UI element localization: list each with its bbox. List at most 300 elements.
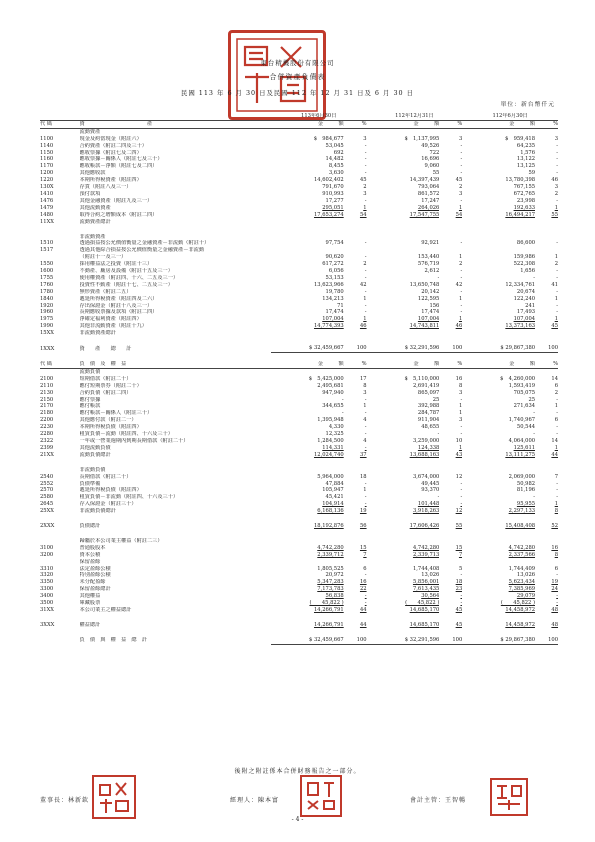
percent-cell <box>535 234 558 241</box>
percent-cell: - <box>460 396 463 403</box>
percent-cell: 8 <box>554 508 558 515</box>
percent-cell <box>535 467 558 474</box>
percent-cell: - <box>460 240 463 247</box>
percent-cell <box>439 368 462 375</box>
line-code: 2180 <box>40 410 54 417</box>
percent-cell: - <box>556 487 558 494</box>
amount-cell: 17,474 <box>421 309 440 316</box>
percent-cell: 54 <box>455 211 463 218</box>
percent-cell: - <box>460 274 463 281</box>
amount-cell: 1,284,500 <box>317 437 344 444</box>
amount-cell <box>367 629 440 637</box>
percent-cell: - <box>364 444 367 451</box>
line-item-label: 租賃負債－非流動（附註四、十六及三十） <box>79 494 179 501</box>
amount-cell: 23,998 <box>516 197 536 204</box>
amount-cell: 17,653,274 <box>313 211 344 218</box>
percent-cell: - <box>460 480 463 487</box>
line-code: 1600 <box>40 268 54 275</box>
line-item-row <box>40 177 558 184</box>
percent-cell <box>344 234 367 241</box>
line-item-row <box>40 376 558 383</box>
percent-cell <box>344 337 367 345</box>
percent-cell <box>439 247 462 254</box>
line-code: 31XX <box>40 607 54 613</box>
line-item-label: 流動負債總計 <box>79 451 111 458</box>
line-item-row <box>40 572 558 579</box>
amount-cell <box>462 459 535 467</box>
percent-cell: - <box>460 163 463 170</box>
percent-cell: 45 <box>455 621 463 628</box>
line-code <box>40 254 80 261</box>
liabilities-column-header-row <box>40 361 558 368</box>
line-item-row <box>40 156 558 163</box>
percent-cell: 1 <box>458 444 463 451</box>
percent-cell: - <box>364 170 367 177</box>
percent-cell: - <box>364 396 367 403</box>
line-item-row <box>40 240 558 247</box>
line-code: 1170 <box>40 163 54 170</box>
amount-cell: 55 <box>432 170 440 177</box>
percent-cell: 8 <box>554 551 558 558</box>
percent-cell: 1 <box>554 295 558 302</box>
line-item-label: 資本公積 <box>79 551 101 558</box>
amount-cell: 522,308 <box>513 261 536 268</box>
amount-cell: $ 32,291,596 <box>367 637 440 644</box>
percent-cell: 3 <box>554 184 558 191</box>
percent-cell: 46 <box>455 323 463 330</box>
line-code: 3310 <box>40 565 54 572</box>
amount-cell: 153,440 <box>417 254 440 261</box>
amount-cell: 192,633 <box>513 204 536 211</box>
spacer-row <box>40 530 558 538</box>
amount-cell: 2,069,000 <box>508 473 536 480</box>
percent-cell: - <box>460 197 463 204</box>
amount-cell: 12,325 <box>325 431 344 438</box>
amount-cell <box>462 330 535 337</box>
percent-cell: - <box>364 163 367 170</box>
line-item-label: 預付款項 <box>79 190 101 197</box>
amount-cell: 13,688,163 <box>409 451 440 458</box>
line-code: 2130 <box>40 389 54 396</box>
amount-cell: 4,064,000 <box>508 437 536 444</box>
line-code: 1160 <box>40 156 54 163</box>
percent-cell: - <box>556 142 558 149</box>
amount-cell: 2,495,681 <box>317 382 344 389</box>
line-code: 3200 <box>40 551 54 558</box>
pct-header-0: % <box>344 120 367 128</box>
percent-cell: 55 <box>455 523 463 530</box>
percent-cell <box>439 337 462 345</box>
percent-cell: 1 <box>363 295 367 302</box>
amount-cell <box>367 368 440 375</box>
line-code: 1920 <box>40 302 54 309</box>
line-item-label: 應付短期票券（附註二十） <box>79 382 142 389</box>
amount-header-3: 金 額 <box>271 361 344 368</box>
line-code: 3100 <box>40 544 54 551</box>
percent-cell: 2 <box>554 190 558 197</box>
percent-cell: - <box>556 593 558 600</box>
amount-cell: 49,526 <box>421 142 440 149</box>
amount-cell: 15,408,408 <box>505 523 536 530</box>
amount-cell: 911,904 <box>417 417 440 424</box>
percent-cell: 14 <box>551 437 558 444</box>
line-item-label: 歸屬於本公司業主權益（附註二三） <box>79 537 163 544</box>
line-item-label: 流動資產總計 <box>79 218 111 225</box>
line-item-label: 現金及約當現金（附註六） <box>79 135 142 142</box>
amount-cell: - <box>533 431 536 438</box>
spacer-row <box>40 337 558 345</box>
line-item-label: 應收票據－關係人（附註七及三十） <box>79 156 163 163</box>
percent-cell: - <box>556 156 558 163</box>
amount-cell: 14,743,811 <box>409 323 440 330</box>
line-item-label: （附註十一及三一） <box>79 254 127 261</box>
line-item-row <box>40 593 558 600</box>
amount-cell: 7,385,969 <box>508 586 536 593</box>
amount-cell <box>462 368 535 375</box>
amount-cell <box>271 538 344 545</box>
amount-cell: 104,914 <box>322 501 344 508</box>
line-code <box>40 467 80 474</box>
percent-cell <box>344 128 367 135</box>
percent-cell: - <box>364 240 367 247</box>
percent-cell <box>344 368 367 375</box>
percent-cell <box>535 515 558 523</box>
percent-cell: 1 <box>458 410 463 417</box>
amount-cell <box>462 247 535 254</box>
amount-cell: 25 <box>432 396 440 403</box>
amount-cell <box>271 515 344 523</box>
percent-cell: - <box>364 593 367 600</box>
line-item-label: 流動負債 <box>79 368 101 375</box>
line-item-row <box>40 198 558 205</box>
line-code: 130X <box>40 184 54 191</box>
line-item-label <box>80 226 271 234</box>
amount-cell: 107,004 <box>513 316 536 323</box>
amount-cell: 125,611 <box>513 444 536 451</box>
line-code: 2170 <box>40 403 54 410</box>
line-code: 2230 <box>40 424 54 431</box>
line-item-label <box>80 515 271 523</box>
amount-cell: 861,572 <box>417 190 440 197</box>
percent-cell <box>439 226 462 234</box>
amount-cell <box>462 226 535 234</box>
line-item-label: 資 產 總 計 <box>79 345 132 352</box>
line-code: 1840 <box>40 295 54 302</box>
line-item-label: 存貨（附註八及三一） <box>79 184 132 191</box>
percent-cell <box>344 530 367 538</box>
amount-cell: 13,373,163 <box>505 323 536 330</box>
line-code <box>40 629 80 637</box>
amount-cell: 793,064 <box>417 184 440 191</box>
percent-cell: 1 <box>458 295 463 302</box>
line-code: 2110 <box>40 382 54 389</box>
amount-cell: ( 45,822 ) <box>405 600 440 607</box>
amount-cell: $ 32,291,596 <box>367 345 440 352</box>
amount-cell: 13,026 <box>421 572 440 579</box>
percent-cell: - <box>460 309 463 316</box>
period-2: 112年6月30日 <box>462 113 558 120</box>
amount-cell: 17,277 <box>325 197 344 204</box>
amount-cell: 284,787 <box>417 410 440 417</box>
percent-cell: 1 <box>458 204 463 211</box>
percent-cell: 15 <box>359 544 367 551</box>
liabilities-equity-section <box>40 368 558 644</box>
line-item-row <box>40 501 558 508</box>
amount-cell: 3,918,263 <box>412 508 440 515</box>
amount-cell: 2,297,133 <box>508 508 536 515</box>
pct-header-5: % <box>535 361 558 368</box>
line-item-label: 存入保證金（附註三十） <box>79 501 137 508</box>
amount-header-5: 金 額 <box>462 361 535 368</box>
percent-cell: 43 <box>455 451 463 458</box>
amount-cell: - <box>341 396 344 403</box>
percent-cell: 1 <box>554 204 558 211</box>
line-item-label: 其他金融資產（附註九及三一） <box>79 197 153 204</box>
line-code: 3500 <box>40 600 54 607</box>
line-item-row <box>40 474 558 481</box>
percent-cell: 56 <box>359 523 367 530</box>
line-item-label: 無形資產（附註二五） <box>79 288 132 295</box>
line-item-label: 負債總計 <box>79 523 101 530</box>
percent-cell: - <box>460 431 463 438</box>
percent-cell: 100 <box>439 637 462 644</box>
amount-cell: 1,576 <box>520 149 536 156</box>
line-item-row <box>40 552 558 559</box>
line-code <box>40 515 80 523</box>
line-code: 25XX <box>40 508 54 515</box>
line-code: 3400 <box>40 593 54 600</box>
line-item-label: 應收帳款－淨額（附註七及二四） <box>79 163 158 170</box>
amount-cell: 107,004 <box>322 316 344 323</box>
amount-cell: 7,173,783 <box>317 586 344 593</box>
amount-cell: 97,754 <box>325 240 344 247</box>
percent-cell <box>535 538 558 545</box>
percent-cell: 45 <box>455 177 463 184</box>
amount-cell: 9,060 <box>424 163 440 170</box>
amount-cell: 692 <box>333 149 344 156</box>
percent-cell: 7 <box>363 551 367 558</box>
amount-cell: 392,988 <box>417 403 440 410</box>
amount-cell: 5,623,434 <box>508 579 536 586</box>
line-item-label: 其他權益 <box>79 593 101 600</box>
amount-cell <box>271 226 344 234</box>
percent-cell: 6 <box>363 565 367 572</box>
amount-cell <box>367 515 440 523</box>
percent-cell: 1 <box>554 403 558 410</box>
amount-cell <box>462 128 535 135</box>
amount-cell <box>462 614 535 622</box>
amount-cell: - <box>533 494 536 501</box>
amount-cell: - <box>437 274 440 281</box>
percent-cell <box>535 226 558 234</box>
line-code <box>40 226 80 234</box>
line-item-label: 不動產、廠房及設備（附註十五及三一） <box>79 268 173 275</box>
percent-cell: 3 <box>363 389 367 396</box>
percent-cell: 16 <box>359 579 367 586</box>
spacer-row <box>40 459 558 467</box>
line-code: 15XX <box>40 330 54 337</box>
amount-cell: 5,964,000 <box>317 473 344 480</box>
line-item-row <box>40 309 558 316</box>
amount-cell: 20,142 <box>421 288 440 295</box>
line-item-row <box>40 424 558 431</box>
percent-cell <box>535 559 558 566</box>
footer-note: 後附之附註係本合併財務報告之一部分。 <box>234 768 361 775</box>
amount-cell: 4,330 <box>328 424 344 431</box>
amount-cell: 722 <box>429 149 440 156</box>
line-item-row <box>40 303 558 310</box>
amount-cell: 17,247 <box>421 197 440 204</box>
percent-cell: - <box>556 274 558 281</box>
amount-cell: 13,111,275 <box>505 451 536 458</box>
amount-cell: $ 4,260,000 <box>500 375 536 382</box>
percent-cell: 44 <box>359 621 367 628</box>
line-item-label: 使用權資產（附註四、十六、二五及三一） <box>79 274 179 281</box>
percent-cell: 18 <box>359 473 367 480</box>
amount-cell: 156 <box>429 302 440 309</box>
amount-cell: $ 32,459,667 <box>271 345 344 352</box>
amount-cell <box>367 559 440 566</box>
percent-cell: 55 <box>551 211 558 218</box>
amount-cell: 1,744,408 <box>412 565 440 572</box>
amount-cell: 93,370 <box>421 487 440 494</box>
line-code: 1479 <box>40 204 54 211</box>
amount-cell <box>271 559 344 566</box>
percent-cell: 23 <box>455 586 463 593</box>
amount-cell: $ 1,137,995 <box>404 135 440 142</box>
percent-cell: - <box>556 240 558 247</box>
percent-cell: - <box>460 156 463 163</box>
line-code: 1510 <box>40 240 54 247</box>
line-item-row <box>40 268 558 275</box>
percent-cell <box>344 330 367 337</box>
percent-cell: 54 <box>359 211 367 218</box>
line-code: 1150 <box>40 149 54 156</box>
pct-header-1: % <box>439 120 462 128</box>
amount-cell: 50,982 <box>516 480 536 487</box>
amount-cell <box>271 219 344 226</box>
chairman-seal-stamp <box>92 775 136 819</box>
amount-cell: 2,337,566 <box>508 551 536 558</box>
percent-cell <box>344 515 367 523</box>
amount-cell: 29,079 <box>516 593 536 600</box>
amount-cell <box>271 614 344 622</box>
percent-cell: 3 <box>458 417 463 424</box>
balance-sheet-table <box>40 113 558 645</box>
percent-cell: - <box>556 396 558 403</box>
percent-cell: - <box>364 410 367 417</box>
percent-cell: 45 <box>455 607 463 613</box>
percent-cell: 37 <box>359 451 367 458</box>
amount-cell: 101,448 <box>417 501 440 508</box>
percent-cell: 2 <box>554 389 558 396</box>
percent-cell: - <box>364 142 367 149</box>
percent-cell: - <box>460 501 463 508</box>
amount-cell: 617,272 <box>322 261 344 268</box>
percent-cell: 44 <box>551 451 558 458</box>
amount-cell: 53,153 <box>325 274 344 281</box>
pct-header-4: % <box>439 361 462 368</box>
line-code: 2150 <box>40 396 54 403</box>
percent-cell <box>535 530 558 538</box>
amount-cell: 14,458,972 <box>505 621 536 628</box>
amount-cell <box>367 467 440 474</box>
line-code <box>40 538 80 545</box>
line-code: 2280 <box>40 431 54 438</box>
percent-cell: 3 <box>363 135 367 142</box>
line-item-row <box>40 316 558 323</box>
percent-cell: 45 <box>551 323 558 330</box>
amount-cell: 4,742,280 <box>317 544 344 551</box>
line-code <box>40 637 80 644</box>
percent-cell: 17 <box>359 375 367 382</box>
percent-cell <box>535 459 558 467</box>
amount-cell <box>367 459 440 467</box>
amount-cell: $ 29,867,380 <box>462 345 535 352</box>
percent-cell: 5 <box>458 565 463 572</box>
amount-cell: 124,338 <box>417 444 440 451</box>
line-item-label: 應付帳款 <box>79 403 101 410</box>
line-item-row <box>40 481 558 488</box>
line-item-row <box>40 445 558 452</box>
line-code: 1780 <box>40 288 54 295</box>
amount-cell: - <box>341 410 344 417</box>
percent-cell: 7 <box>458 551 463 558</box>
amount-cell: 264,026 <box>417 204 440 211</box>
percent-cell: - <box>364 431 367 438</box>
amount-cell: 50,544 <box>516 424 536 431</box>
percent-cell: 46 <box>551 177 558 184</box>
line-item-label: 遞延所得稅資產（附註四及二六） <box>79 295 158 302</box>
amount-cell: $ 5,425,000 <box>308 375 344 382</box>
percent-cell: 6 <box>554 565 558 572</box>
amount-cell: 48,655 <box>421 424 440 431</box>
line-item-label: 流動資產 <box>79 128 101 135</box>
amount-cell: 134,213 <box>322 295 344 302</box>
line-item-row <box>40 607 558 614</box>
percent-cell: 1 <box>554 444 558 451</box>
percent-cell: 3 <box>458 135 463 142</box>
unit-label: 單位：新台幣仟元 <box>500 102 555 108</box>
percent-cell: - <box>364 268 367 275</box>
line-item-label: 合約資產（附註二四及三十） <box>79 142 147 149</box>
line-item-label: 非流動負債總計 <box>79 508 116 515</box>
percent-cell: - <box>556 600 558 607</box>
percent-cell: 41 <box>551 281 558 288</box>
line-item-label: 投資性不動產（附註十七、二五及三一） <box>79 281 173 288</box>
line-item-row <box>40 538 558 545</box>
line-item-label: 淨確定福利資產（附註四） <box>79 316 142 323</box>
amount-cell: $ 984,677 <box>313 135 344 142</box>
percent-cell: 100 <box>439 345 462 352</box>
percent-cell: 1 <box>554 254 558 261</box>
amount-cell: 45,421 <box>325 494 344 501</box>
percent-cell: 44 <box>359 607 367 613</box>
line-item-row <box>40 219 558 226</box>
percent-cell: 10 <box>455 437 463 444</box>
percent-cell <box>439 629 462 637</box>
line-code: 1140 <box>40 142 54 149</box>
percent-cell: - <box>460 494 463 501</box>
amount-cell: 159,986 <box>513 254 536 261</box>
line-item-label: 負 債 與 權 益 總 計 <box>79 637 147 644</box>
percent-cell: - <box>460 600 463 607</box>
amount-cell: 6,168,136 <box>317 508 344 515</box>
percent-cell: - <box>364 302 367 309</box>
line-item-label: 本期所得稅資產（附註四） <box>79 177 142 184</box>
amount-cell <box>462 530 535 538</box>
amount-cell <box>462 629 535 637</box>
